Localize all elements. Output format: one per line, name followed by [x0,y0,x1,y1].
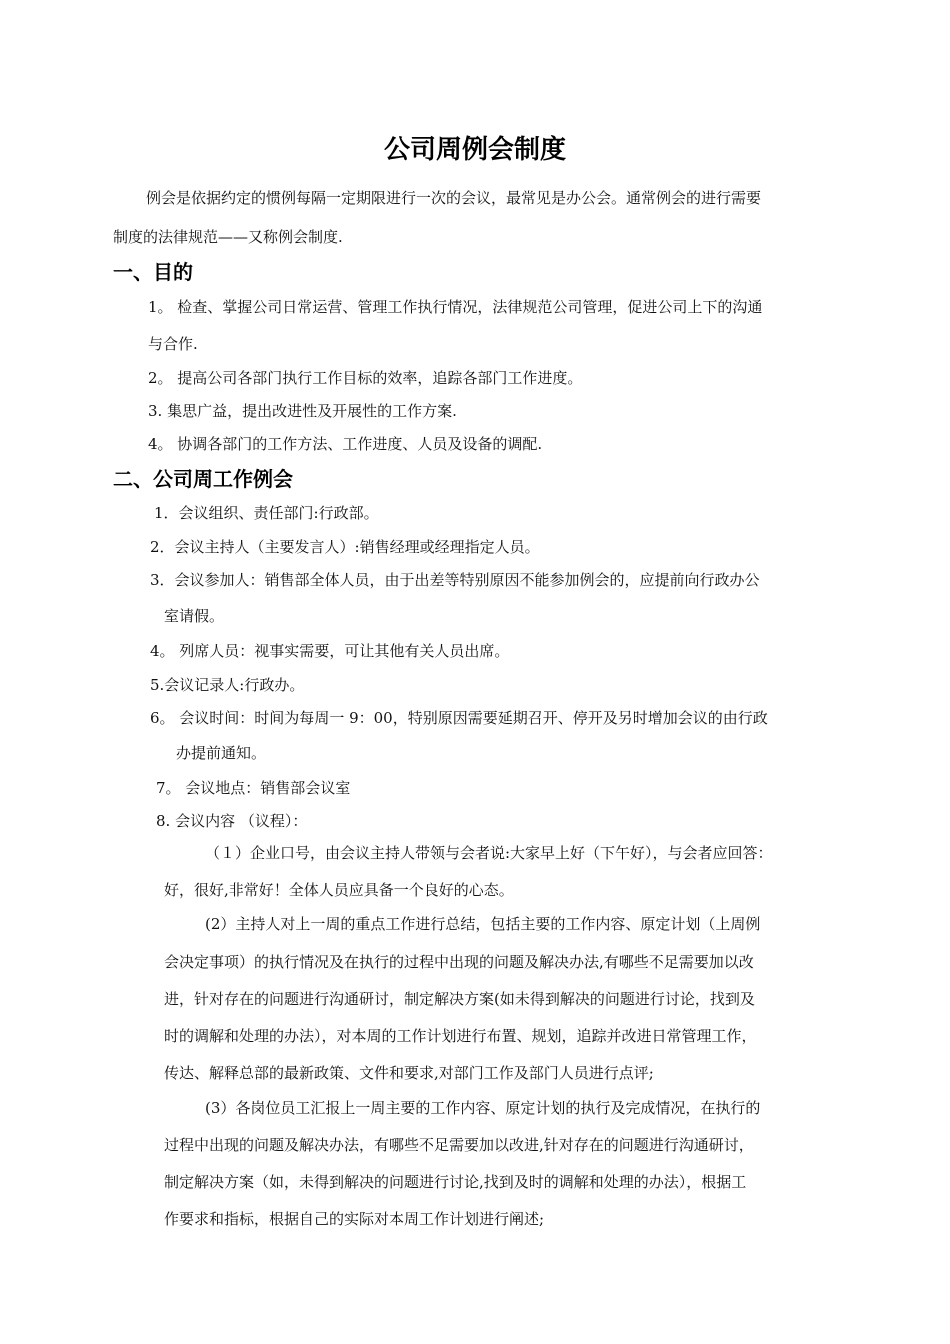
purpose-item: 1。 检查、掌握公司日常运营、管理工作执行情况，法律规范公司管理，促进公司上下的沟通 [148,298,763,316]
meeting-item: 6。 会议时间：时间为每周一 9：00，特别原因需要延期召开、停开及另时增加会议的由行政 [150,709,768,727]
purpose-item: 与合作. [148,335,198,353]
agenda-line: （１）企业口号，由会议主持人带领与会者说:大家早上好（下午好），与会者应回答： [205,844,773,862]
meeting-item: 7。 会议地点：销售部会议室 [156,779,351,797]
meeting-item: 3．会议参加人：销售部全体人员，由于出差等特别原因不能参加例会的，应提前向行政办公 [150,571,760,589]
meeting-item: 4。 列席人员：视事实需要，可让其他有关人员出席。 [150,642,510,660]
purpose-item: 4。 协调各部门的工作方法、工作进度、人员及设备的调配. [148,435,543,453]
agenda-line: 进，针对存在的问题进行沟通研讨，制定解决方案(如未得到解决的问题进行讨论，找到及 [164,990,755,1008]
page-title: 公司周例会制度 [383,135,566,165]
agenda-line: 过程中出现的问题及解决办法，有哪些不足需要加以改进,针对存在的问题进行沟通研讨， [164,1136,754,1154]
meeting-item: 室请假。 [164,607,225,625]
meeting-item: 1．会议组织、责任部门:行政部。 [154,504,379,522]
agenda-line: (2）主持人对上一周的重点工作进行总结，包括主要的工作内容、原定计划（上周例 [205,915,761,933]
agenda-line: 好，很好,非常好！全体人员应具备一个良好的心态。 [164,881,514,899]
purpose-item: 3. 集思广益，提出改进性及开展性的工作方案. [148,402,457,420]
agenda-line: 传达、解释总部的最新政策、文件和要求,对部门工作及部门人员进行点评; [164,1064,654,1082]
meeting-item: 8. 会议内容 （议程）： [156,812,308,830]
meeting-item: 5.会议记录人:行政办。 [150,676,305,694]
agenda-line: 制定解决方案（如，未得到解决的问题进行讨论,找到及时的调解和处理的办法），根据工 [164,1173,747,1191]
agenda-line: (3）各岗位员工汇报上一周主要的工作内容、原定计划的执行及完成情况，在执行的 [205,1099,761,1117]
agenda-line: 会决定事项）的执行情况及在执行的过程中出现的问题及解决办法,有哪些不足需要加以改 [164,953,754,971]
purpose-item: 2。 提高公司各部门执行工作目标的效率，追踪各部门工作进度。 [148,369,583,387]
meeting-item: 办提前通知。 [176,744,267,762]
intro-line: 制度的法律规范——又称例会制度. [113,228,343,246]
section-heading-purpose: 一、目的 [113,260,193,284]
section-heading-weekly-meeting: 二、公司周工作例会 [113,467,293,491]
agenda-line: 时的调解和处理的办法），对本周的工作计划进行布置、规划，追踪并改进日常管理工作， [164,1027,757,1045]
agenda-line: 作要求和指标，根据自己的实际对本周工作计划进行阐述; [164,1210,545,1228]
intro-line: 例会是依据约定的惯例每隔一定期限进行一次的会议，最常见是办公会。通常例会的进行需要 [146,189,762,207]
meeting-item: 2．会议主持人（主要发言人）:销售经理或经理指定人员。 [150,538,540,556]
